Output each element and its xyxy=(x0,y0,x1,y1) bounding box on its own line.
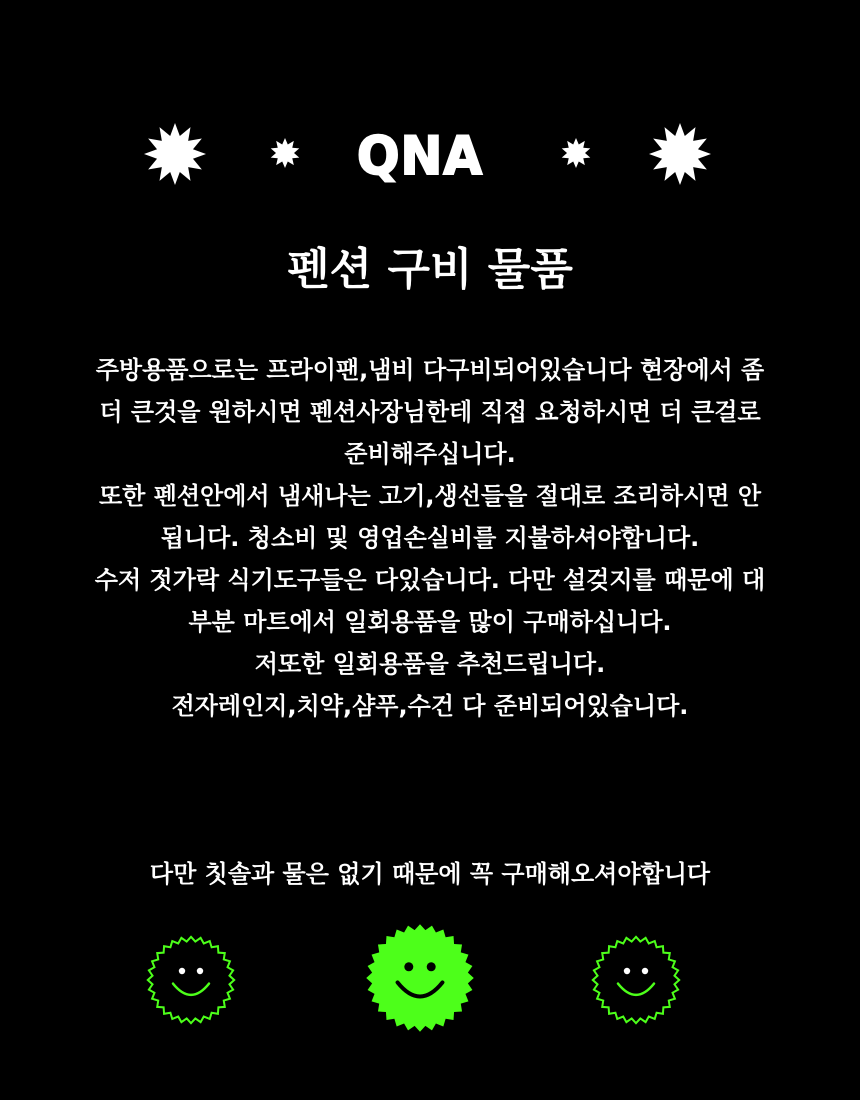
body-text xyxy=(90,349,770,727)
note-text: 다만 칫솔과 물은 없기 때문에 꼭 구매해오셔야합니다 xyxy=(149,860,711,888)
paragraph-amenities: 전자레인지,치약,샴푸,수건 다 준비되어있습니다. xyxy=(171,692,689,720)
starburst-icon xyxy=(649,123,711,185)
paragraph-cooking-rule: 또한 펜션안에서 냄새나는 고기,생선들을 절대로 조리하시면 안됩니다. 청소비 및 영업손실비를 지불하셔야합니다. xyxy=(98,482,762,552)
header xyxy=(0,118,860,194)
page-title: 펜션 구비 물품 xyxy=(287,244,573,295)
starburst-icon xyxy=(561,138,591,168)
smiley-outline-icon xyxy=(591,935,681,1025)
smiley-outline-icon xyxy=(146,935,236,1025)
paragraph-recommendation: 저또한 일회용품을 추천드립니다. xyxy=(254,650,606,678)
smiley-filled-icon xyxy=(364,922,476,1034)
qna-title: QNA xyxy=(356,125,484,187)
paragraph-kitchen: 주방용품으로는 프라이팬,냄비 다구비되어있습니다 현장에서 좀 더 큰것을 원하시면 펜션사장님한테 직접 요청하시면 더 큰걸로 준비해주십니다. xyxy=(95,356,765,468)
paragraph-utensils: 수저 젓가락 식기도구들은 다있습니다. 다만 설겆지를 때문에 대부분 마트에서 일회용품을 많이 구매하십니다. xyxy=(94,566,766,636)
starburst-icon xyxy=(144,123,206,185)
starburst-icon xyxy=(270,138,300,168)
